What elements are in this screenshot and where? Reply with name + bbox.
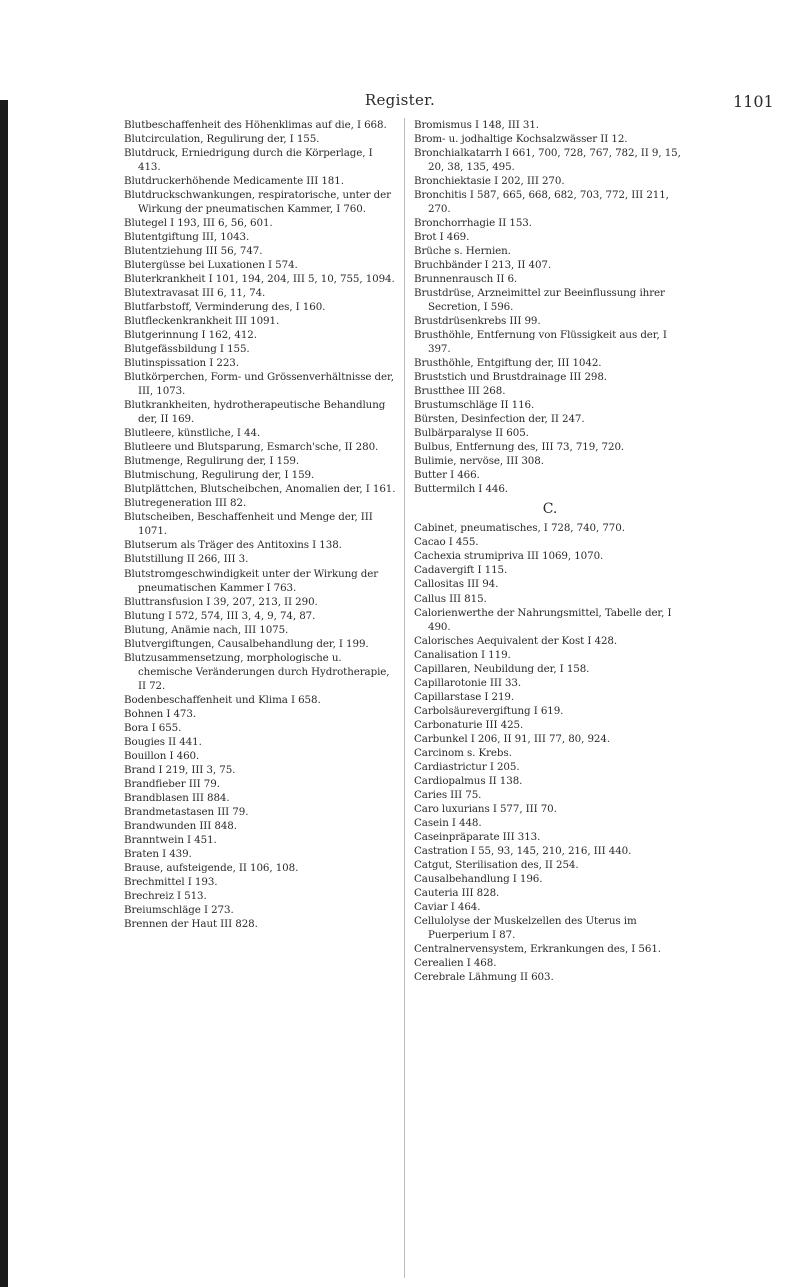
index-entry: Blutscheiben, Beschaffenheit und Menge der, III 1071. (124, 511, 373, 538)
index-entry: Capillaren, Neubildung der, I 158. (414, 662, 590, 675)
index-entry: Castration I 55, 93, 145, 210, 216, III 440. (414, 844, 632, 857)
index-entry: Bruchbänder I 213, II 407. (414, 259, 552, 272)
index-entry: Bodenbeschaffenheit und Klima I 658. (124, 693, 321, 706)
index-entry: Cardiastrictur I 205. (414, 760, 520, 773)
index-entry: Blutentgiftung III, 1043. (124, 231, 250, 244)
index-entry: Bronchitis I 587, 665, 668, 682, 703, 772, III 211, 270. (414, 189, 669, 216)
index-entry: Cerebrale Lähmung II 603. (414, 970, 554, 983)
index-entry: Brom- u. jodhaltige Kochsalzwässer II 12. (414, 133, 628, 146)
index-entry: Causalbehandlung I 196. (414, 872, 543, 885)
index-entry: Brause, aufsteigende, II 106, 108. (124, 861, 299, 874)
index-entry: Bohnen I 473. (124, 707, 196, 720)
index-entry: Blutergüsse bei Luxationen I 574. (124, 259, 298, 272)
scan-edge-shadow (0, 100, 8, 1287)
section-letter-c: C. (542, 501, 558, 518)
index-entry: Brustumschläge II 116. (414, 399, 535, 412)
index-entry: Blutinspissation I 223. (124, 357, 239, 370)
index-entry: Breiumschläge I 273. (124, 903, 234, 916)
index-entry: Blutleere und Blutsparung, Esmarch'sche, II 280. (124, 441, 379, 454)
index-entry: Bulimie, nervöse, III 308. (414, 455, 544, 468)
index-entry: Cellulolyse der Muskelzellen des Uterus im Puerperium I 87. (414, 914, 637, 941)
index-entry: Blutcirculation, Regulirung der, I 155. (124, 133, 320, 146)
index-entry: Caro luxurians I 577, III 70. (414, 802, 557, 815)
index-entry: Brustdrüse, Arzneimittel zur Beeinflussung ihrer Secretion, I 596. (414, 287, 665, 314)
index-entry: Caviar I 464. (414, 900, 481, 913)
index-entry: Brot I 469. (414, 231, 470, 244)
index-entry: Cerealien I 468. (414, 956, 497, 969)
index-entry: Cardiopalmus II 138. (414, 774, 523, 787)
index-list-b (414, 118, 686, 496)
index-entry: Brustthee III 268. (414, 385, 506, 398)
index-entry: Brusthöhle, Entgiftung der, III 1042. (414, 357, 602, 370)
index-entry: Bougies II 441. (124, 735, 202, 748)
index-entry: Blutplättchen, Blutscheibchen, Anomalien der, I 161. (124, 483, 396, 496)
index-entry: Cachexia strumipriva III 1069, 1070. (414, 550, 604, 563)
index-entry: Capillarstase I 219. (414, 690, 515, 703)
index-entry: Carbolsäurevergiftung I 619. (414, 704, 564, 717)
index-entry: Catgut, Sterilisation des, II 254. (414, 858, 579, 871)
index-entry: Blutdruck, Erniedrigung durch die Körperlage, I 413. (124, 147, 373, 174)
index-entry: Blutzusammensetzung, morphologische u. chemische Veränderungen durch Hydrotherapie, II 72. (124, 651, 390, 692)
index-entry: Caries III 75. (414, 788, 482, 801)
index-entry: Calorienwerthe der Nahrungsmittel, Tabelle der, I 490. (414, 606, 672, 633)
index-entry: Cacao I 455. (414, 536, 479, 549)
index-entry: Brandblasen III 884. (124, 791, 230, 804)
index-entry: Blutung I 572, 574, III 3, 4, 9, 74, 87. (124, 609, 316, 622)
index-entry: Bronchiektasie I 202, III 270. (414, 175, 565, 188)
index-entry: Carcinom s. Krebs. (414, 746, 512, 759)
index-column-right (414, 118, 686, 984)
index-entry: Bromismus I 148, III 31. (414, 119, 539, 131)
index-entry: Bouillon I 460. (124, 749, 200, 762)
column-divider (404, 118, 405, 1278)
index-entry: Brandfieber III 79. (124, 777, 220, 790)
index-entry: Blutregeneration III 82. (124, 497, 247, 510)
index-entry: Blutegel I 193, III 6, 56, 601. (124, 217, 273, 230)
index-entry: Blutkörperchen, Form- und Grössenverhältnisse der, III, 1073. (124, 371, 394, 398)
index-entry: Cabinet, pneumatisches, I 728, 740, 770. (414, 522, 625, 535)
index-entry: Canalisation I 119. (414, 648, 511, 661)
index-entry: Brandmetastasen III 79. (124, 805, 249, 818)
index-column-left (124, 118, 396, 931)
index-entry: Bluttransfusion I 39, 207, 213, II 290. (124, 595, 318, 608)
index-entry: Blutvergiftungen, Causalbehandlung der, I 199. (124, 637, 369, 650)
index-entry: Blutdruckerhöhende Medicamente III 181. (124, 175, 344, 188)
index-entry: Carbunkel I 206, II 91, III 77, 80, 924. (414, 732, 610, 745)
index-entry: Callus III 815. (414, 592, 487, 605)
index-entry: Bürsten, Desinfection der, II 247. (414, 413, 585, 426)
index-entry: Blutentziehung III 56, 747. (124, 245, 263, 258)
index-entry: Bulbus, Entfernung des, III 73, 719, 720. (414, 441, 625, 454)
page-title: Register. (364, 91, 436, 109)
index-entry: Bora I 655. (124, 721, 182, 734)
index-entry: Blutfleckenkrankheit III 1091. (124, 315, 280, 328)
index-entry: Brusthöhle, Entfernung von Flüssigkeit aus der, I 397. (414, 329, 667, 356)
index-entry: Blutgerinnung I 162, 412. (124, 329, 257, 342)
index-entry: Blutstillung II 266, III 3. (124, 553, 249, 566)
index-entry: Bronchorrhagie II 153. (414, 217, 532, 230)
index-entry: Blutserum als Träger des Antitoxins I 138. (124, 539, 342, 552)
index-entry: Blutmischung, Regulirung der, I 159. (124, 469, 315, 482)
index-entry: Brüche s. Hernien. (414, 245, 511, 258)
index-entry: Brunnenrausch II 6. (414, 273, 518, 286)
index-entry: Branntwein I 451. (124, 833, 217, 846)
index-entry: Centralnervensystem, Erkrankungen des, I 561. (414, 942, 661, 955)
index-entry: Blutdruckschwankungen, respiratorische, unter der Wirkung der pneumatischen Kammer, I 760. (124, 189, 391, 216)
index-entry: Brennen der Haut III 828. (124, 917, 258, 930)
index-entry: Bronchialkatarrh I 661, 700, 728, 767, 782, II 9, 15, 20, 38, 135, 495. (414, 147, 681, 174)
index-entry: Blutbeschaffenheit des Höhenklimas auf die, I 668. (124, 119, 387, 131)
index-entry: Buttermilch I 446. (414, 483, 508, 496)
index-entry: Bruststich und Brustdrainage III 298. (414, 371, 607, 384)
index-entry: Blutgefässbildung I 155. (124, 343, 250, 356)
index-entry: Butter I 466. (414, 469, 480, 482)
index-entry: Casein I 448. (414, 816, 482, 829)
index-entry: Cauteria III 828. (414, 886, 500, 899)
index-entry: Brandwunden III 848. (124, 819, 237, 832)
index-entry: Calorisches Aequivalent der Kost I 428. (414, 634, 618, 647)
index-entry: Blutstromgeschwindigkeit unter der Wirkung der pneumatischen Kammer I 763. (124, 567, 379, 594)
index-entry: Capillarotonie III 33. (414, 676, 522, 689)
index-entry: Bulbärparalyse II 605. (414, 427, 529, 440)
index-entry: Callositas III 94. (414, 578, 499, 591)
index-list-c (414, 521, 686, 984)
index-entry: Blutfarbstoff, Verminderung des, I 160. (124, 301, 326, 314)
index-entry: Blutung, Anämie nach, III 1075. (124, 623, 289, 636)
index-entry: Brechreiz I 513. (124, 889, 207, 902)
index-entry: Blutkrankheiten, hydrotherapeutische Behandlung der, II 169. (124, 399, 386, 426)
index-entry: Carbonaturie III 425. (414, 718, 524, 731)
index-entry: Blutmenge, Regulirung der, I 159. (124, 455, 300, 468)
index-entry: Brand I 219, III 3, 75. (124, 763, 236, 776)
page-number: 1101 (733, 92, 774, 111)
index-entry: Blutextravasat III 6, 11, 74. (124, 287, 266, 300)
index-entry: Caseinpräparate III 313. (414, 830, 541, 843)
index-entry: Cadavergift I 115. (414, 564, 508, 577)
index-entry: Bluterkrankheit I 101, 194, 204, III 5, 10, 755, 1094. (124, 273, 395, 286)
index-entry: Brustdrüsenkrebs III 99. (414, 315, 541, 328)
index-entry: Blutleere, künstliche, I 44. (124, 427, 261, 440)
index-entry: Brechmittel I 193. (124, 875, 218, 888)
index-entry: Braten I 439. (124, 847, 192, 860)
